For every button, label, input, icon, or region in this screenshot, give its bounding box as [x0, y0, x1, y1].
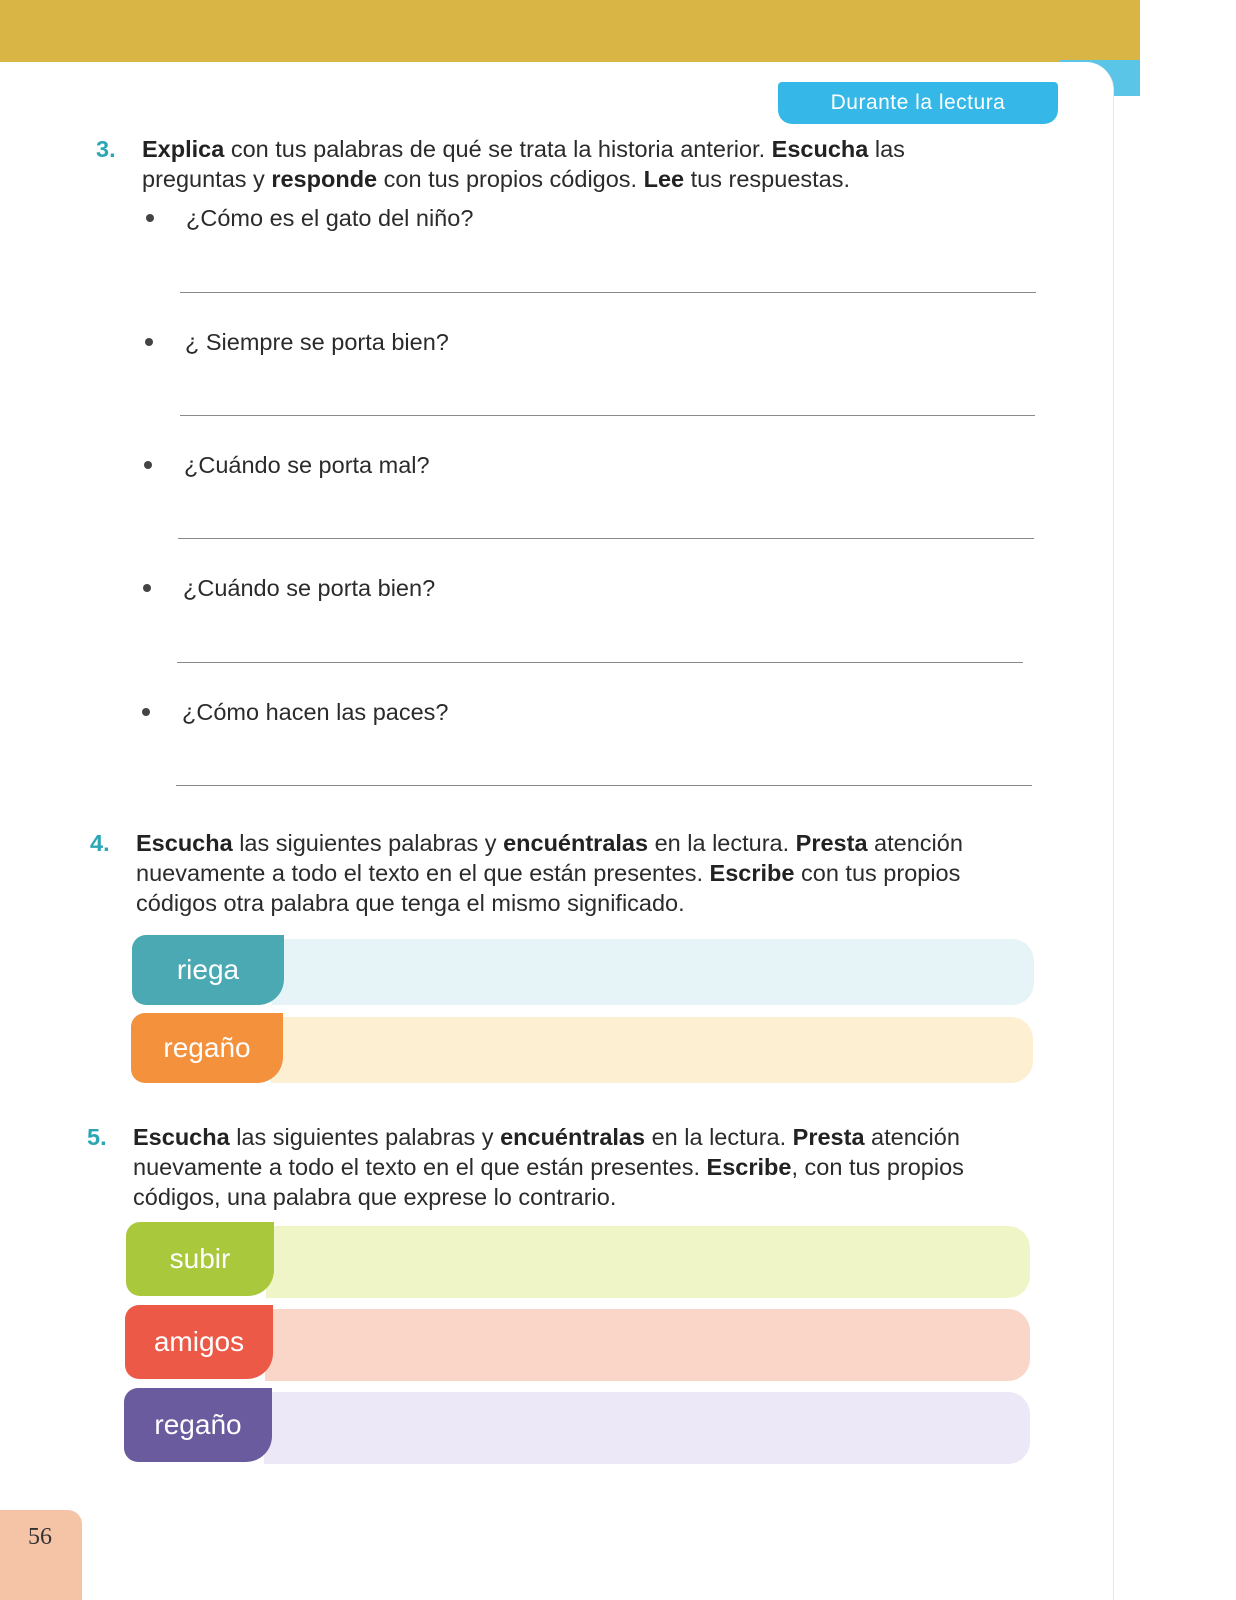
- question: ¿ Siempre se porta bien?: [185, 329, 449, 355]
- bullet: [146, 214, 154, 222]
- instruction-keyword: Presta: [795, 830, 868, 856]
- answer-line[interactable]: [180, 415, 1035, 416]
- word-tag: regaño: [124, 1388, 272, 1462]
- exercise-5: [87, 1122, 1049, 1212]
- instruction-keyword: Escucha: [133, 1124, 230, 1150]
- instruction-keyword: Escribe: [709, 860, 795, 886]
- instruction-keyword: Escribe: [706, 1154, 792, 1180]
- exercise-3: [96, 134, 1056, 194]
- instruction-keyword: Explica: [142, 136, 225, 162]
- word-row: [126, 1222, 1030, 1298]
- word-row: [132, 935, 1034, 1005]
- instruction-text: nuevamente a todo el texto en el que están presentes.: [133, 1154, 707, 1180]
- instruction-text: códigos, una palabra que exprese lo contrario.: [133, 1184, 617, 1210]
- instruction-text: atención: [864, 1124, 960, 1150]
- word-tag: subir: [126, 1222, 274, 1296]
- exercise-instructions: [136, 828, 1050, 918]
- instruction-text: en la lectura.: [645, 1124, 793, 1150]
- answer-line[interactable]: [180, 292, 1036, 293]
- instruction-line: [133, 1152, 1049, 1182]
- instruction-line: [142, 134, 1056, 164]
- instruction-text: las siguientes palabras y: [229, 1124, 501, 1150]
- word-row: [131, 1013, 1033, 1083]
- bullet: [142, 708, 150, 716]
- exercise-number: 3.: [96, 136, 116, 162]
- exercise-instructions: [133, 1122, 1049, 1212]
- bullet: [143, 584, 151, 592]
- instruction-line: [133, 1122, 1049, 1152]
- instruction-text: códigos otra palabra que tenga el mismo significado.: [136, 890, 685, 916]
- instruction-line: [142, 164, 1056, 194]
- question: ¿Cuándo se porta bien?: [183, 575, 436, 601]
- word-tag: amigos: [125, 1305, 273, 1379]
- word-row: [125, 1305, 1030, 1381]
- instruction-text: en la lectura.: [648, 830, 796, 856]
- exercise-number: 5.: [87, 1124, 107, 1150]
- instruction-text: las: [868, 136, 905, 162]
- instruction-line: [136, 888, 1050, 918]
- instruction-text: con tus propios: [794, 860, 961, 886]
- instruction-text: preguntas y: [142, 166, 272, 192]
- instruction-keyword: Presta: [792, 1124, 865, 1150]
- question: ¿Cuándo se porta mal?: [184, 452, 430, 478]
- instruction-text: con tus propios códigos.: [377, 166, 644, 192]
- word-answer-field[interactable]: [264, 1392, 1030, 1464]
- instruction-text: nuevamente a todo el texto en el que están presentes.: [136, 860, 710, 886]
- page-number: 56: [28, 1524, 52, 1550]
- bullet: [144, 461, 152, 469]
- bullet: [145, 338, 153, 346]
- answer-line[interactable]: [177, 662, 1023, 663]
- top-color-band: [0, 0, 1140, 62]
- word-answer-field[interactable]: [271, 1017, 1033, 1083]
- question: ¿Cómo hacen las paces?: [182, 699, 449, 725]
- word-answer-field[interactable]: [266, 1226, 1030, 1298]
- exercise-instructions: [142, 134, 1056, 194]
- instruction-keyword: encuéntralas: [500, 1124, 646, 1150]
- instruction-line: [136, 828, 1050, 858]
- instruction-text: , con tus propios: [791, 1154, 964, 1180]
- word-row: [124, 1388, 1030, 1464]
- instruction-text: tus respuestas.: [684, 166, 851, 192]
- instruction-text: atención: [867, 830, 963, 856]
- instruction-keyword: responde: [271, 166, 378, 192]
- word-answer-field[interactable]: [265, 1309, 1030, 1381]
- instruction-line: [136, 858, 1050, 888]
- instruction-keyword: encuéntralas: [503, 830, 649, 856]
- instruction-keyword: Lee: [643, 166, 685, 192]
- question: ¿Cómo es el gato del niño?: [186, 205, 474, 231]
- exercise-number: 4.: [90, 830, 110, 856]
- word-tag: riega: [132, 935, 284, 1005]
- word-tag: regaño: [131, 1013, 283, 1083]
- instruction-text: las siguientes palabras y: [232, 830, 504, 856]
- instruction-line: [133, 1182, 1049, 1212]
- exercise-4: [90, 828, 1050, 918]
- answer-line[interactable]: [178, 538, 1034, 539]
- instruction-text: con tus palabras de qué se trata la historia anterior.: [224, 136, 772, 162]
- instruction-keyword: Escucha: [136, 830, 233, 856]
- word-answer-field[interactable]: [272, 939, 1034, 1005]
- answer-line[interactable]: [176, 785, 1032, 786]
- section-tab: Durante la lectura: [778, 82, 1058, 124]
- instruction-keyword: Escucha: [771, 136, 869, 162]
